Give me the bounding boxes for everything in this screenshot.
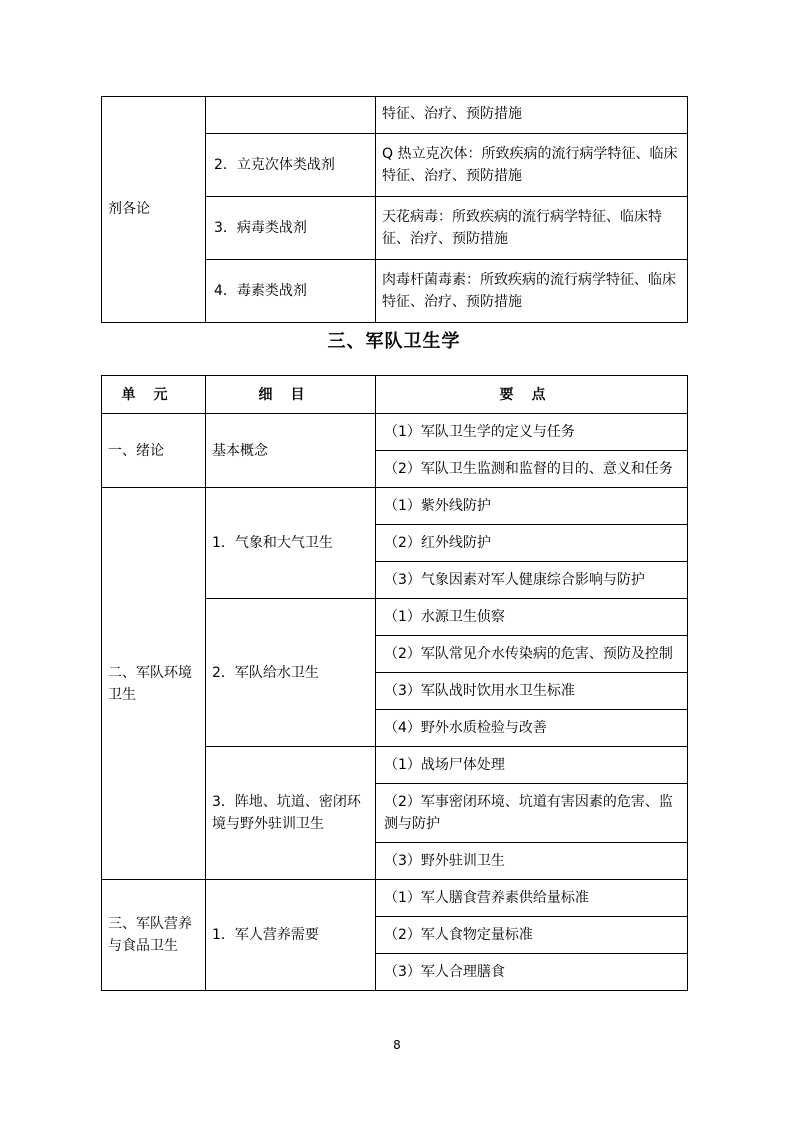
item-cell: [206, 97, 376, 134]
points-cell: （1）军队卫生学的定义与任务: [376, 414, 688, 451]
points-cell: 天花病毒：所致疾病的流行病学特征、临床特征、治疗、预防措施: [376, 197, 688, 260]
table-row: [102, 97, 688, 134]
points-cell: （2）军队常见介水传染病的危害、预防及控制: [376, 636, 688, 673]
item-cell: 2．立克次体类战剂: [206, 134, 376, 197]
points-cell: （1）军人膳食营养素供给量标准: [376, 880, 688, 917]
points-cell: （3）军人合理膳食: [376, 954, 688, 991]
points-cell: （1）战场尸体处理: [376, 747, 688, 784]
points-cell: （2）军人食物定量标准: [376, 917, 688, 954]
points-cell: （3）气象因素对军人健康综合影响与防护: [376, 562, 688, 599]
table-row: [102, 488, 688, 525]
points-cell: （3）野外驻训卫生: [376, 843, 688, 880]
table-row: [102, 880, 688, 917]
item-cell: 3．阵地、坑道、密闭环境与野外驻训卫生: [206, 747, 376, 880]
points-cell: （2）红外线防护: [376, 525, 688, 562]
item-cell: 1．军人营养需要: [206, 880, 376, 991]
military-hygiene-table: [101, 375, 688, 991]
points-cell: （2）军队卫生监测和监督的目的、意义和任务: [376, 451, 688, 488]
header-row: [102, 376, 688, 414]
unit-cell: 三、军队营养与食品卫生: [102, 880, 206, 991]
section-title: 三、军队卫生学: [327, 331, 461, 352]
table-row: [102, 414, 688, 451]
unit-cell: 剂各论: [102, 97, 206, 323]
header-item: 细目: [206, 376, 376, 414]
item-cell: 1．气象和大气卫生: [206, 488, 376, 599]
item-cell: 2．军队给水卫生: [206, 599, 376, 747]
points-cell: （1）紫外线防护: [376, 488, 688, 525]
biological-agents-table: [101, 96, 688, 323]
points-cell: 肉毒杆菌毒素：所致疾病的流行病学特征、临床特征、治疗、预防措施: [376, 260, 688, 323]
points-cell: （1）水源卫生侦察: [376, 599, 688, 636]
points-cell: 特征、治疗、预防措施: [376, 97, 688, 134]
points-cell: （2）军事密闭环境、坑道有害因素的危害、监测与防护: [376, 784, 688, 843]
item-cell: 基本概念: [206, 414, 376, 488]
header-points: 要点: [376, 376, 688, 414]
points-cell: （3）军队战时饮用水卫生标准: [376, 673, 688, 710]
item-cell: 3．病毒类战剂: [206, 197, 376, 260]
points-cell: （4）野外水质检验与改善: [376, 710, 688, 747]
page-number: 8: [393, 1038, 401, 1052]
item-cell: 4．毒素类战剂: [206, 260, 376, 323]
points-cell: Q 热立克次体：所致疾病的流行病学特征、临床特征、治疗、预防措施: [376, 134, 688, 197]
unit-cell: 二、军队环境卫生: [102, 488, 206, 880]
header-unit: 单元: [102, 376, 206, 414]
unit-cell: 一、绪论: [102, 414, 206, 488]
